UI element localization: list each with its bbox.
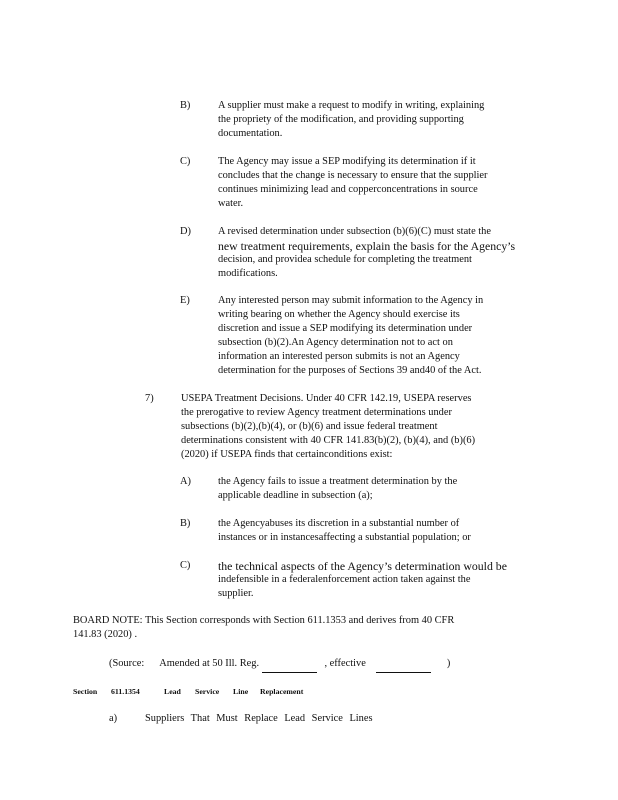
- item-label: E): [180, 295, 190, 306]
- item-label: A): [180, 476, 191, 487]
- subsection-title: Suppliers That Must Replace Lead Service Lines: [145, 713, 373, 724]
- source-line: (Source: Amended at 50 Ill. Reg. , effective ): [109, 657, 509, 673]
- paragraph: USEPA Treatment Decisions. Under 40 CFR 142.19, USEPA reserves the prerogative to review Agency treatment determinations under subsections (b)(2),(b)(4), or (b)(6) and issue federal treatment determinations consistent with 40 CFR 141.83(b)(2), (b)(4), and (b)(6) (2020) if USEPA finds that certainconditions exist:: [181, 393, 476, 460]
- paragraph: Any interested person may submit information to the Agency in writing bearing on whether the Agency should exercise its discretion and issue a SEP modifying its determination under subsection (b)(2).An Agency determination not to act on information an interested person submits is not an Agency determination for the purposes of Sections 39 and40 of the Act.: [218, 295, 484, 376]
- paragraph: The Agency may issue a SEP modifying its determination if it concludes that the change is necessary to ensure that the supplier continues minimizing lead and copperconcentrations in source water.: [218, 156, 488, 209]
- paragraph: the Agencyabuses its discretion in a substantial number of instances or in instancesaffecting a substantial population; or: [218, 518, 471, 543]
- paragraph: the technical aspects of the Agency’s determination would be indefensible in a federalenforcement action taken against the supplier.: [218, 559, 507, 599]
- item-label: 7): [145, 393, 154, 404]
- item-label: B): [180, 518, 191, 529]
- paragraph: A supplier must make a request to modify in writing, explaining the propriety of the modification, and providing supporting documentation.: [218, 100, 485, 139]
- section-heading: Section 611.1354 Lead Service Line Replacement: [73, 687, 304, 696]
- blank-line: [376, 658, 431, 673]
- board-note: BOARD NOTE: This Section corresponds with Section 611.1353 and derives from 40 CFR 141.83 (2020) .: [73, 615, 455, 640]
- paragraph: the Agency fails to issue a treatment determination by the applicable deadline in subsection (a);: [218, 476, 458, 501]
- item-label: B): [180, 100, 191, 111]
- item-label: C): [180, 560, 191, 571]
- paragraph: A revised determination under subsection (b)(6)(C) must state the new treatment requirements, explain the basis for the Agency’s decision, and providea schedule for completing the treatment modifications.: [218, 226, 516, 279]
- item-label: a): [109, 713, 118, 724]
- item-label: D): [180, 226, 191, 237]
- item-label: C): [180, 156, 191, 167]
- blank-line: [262, 658, 317, 673]
